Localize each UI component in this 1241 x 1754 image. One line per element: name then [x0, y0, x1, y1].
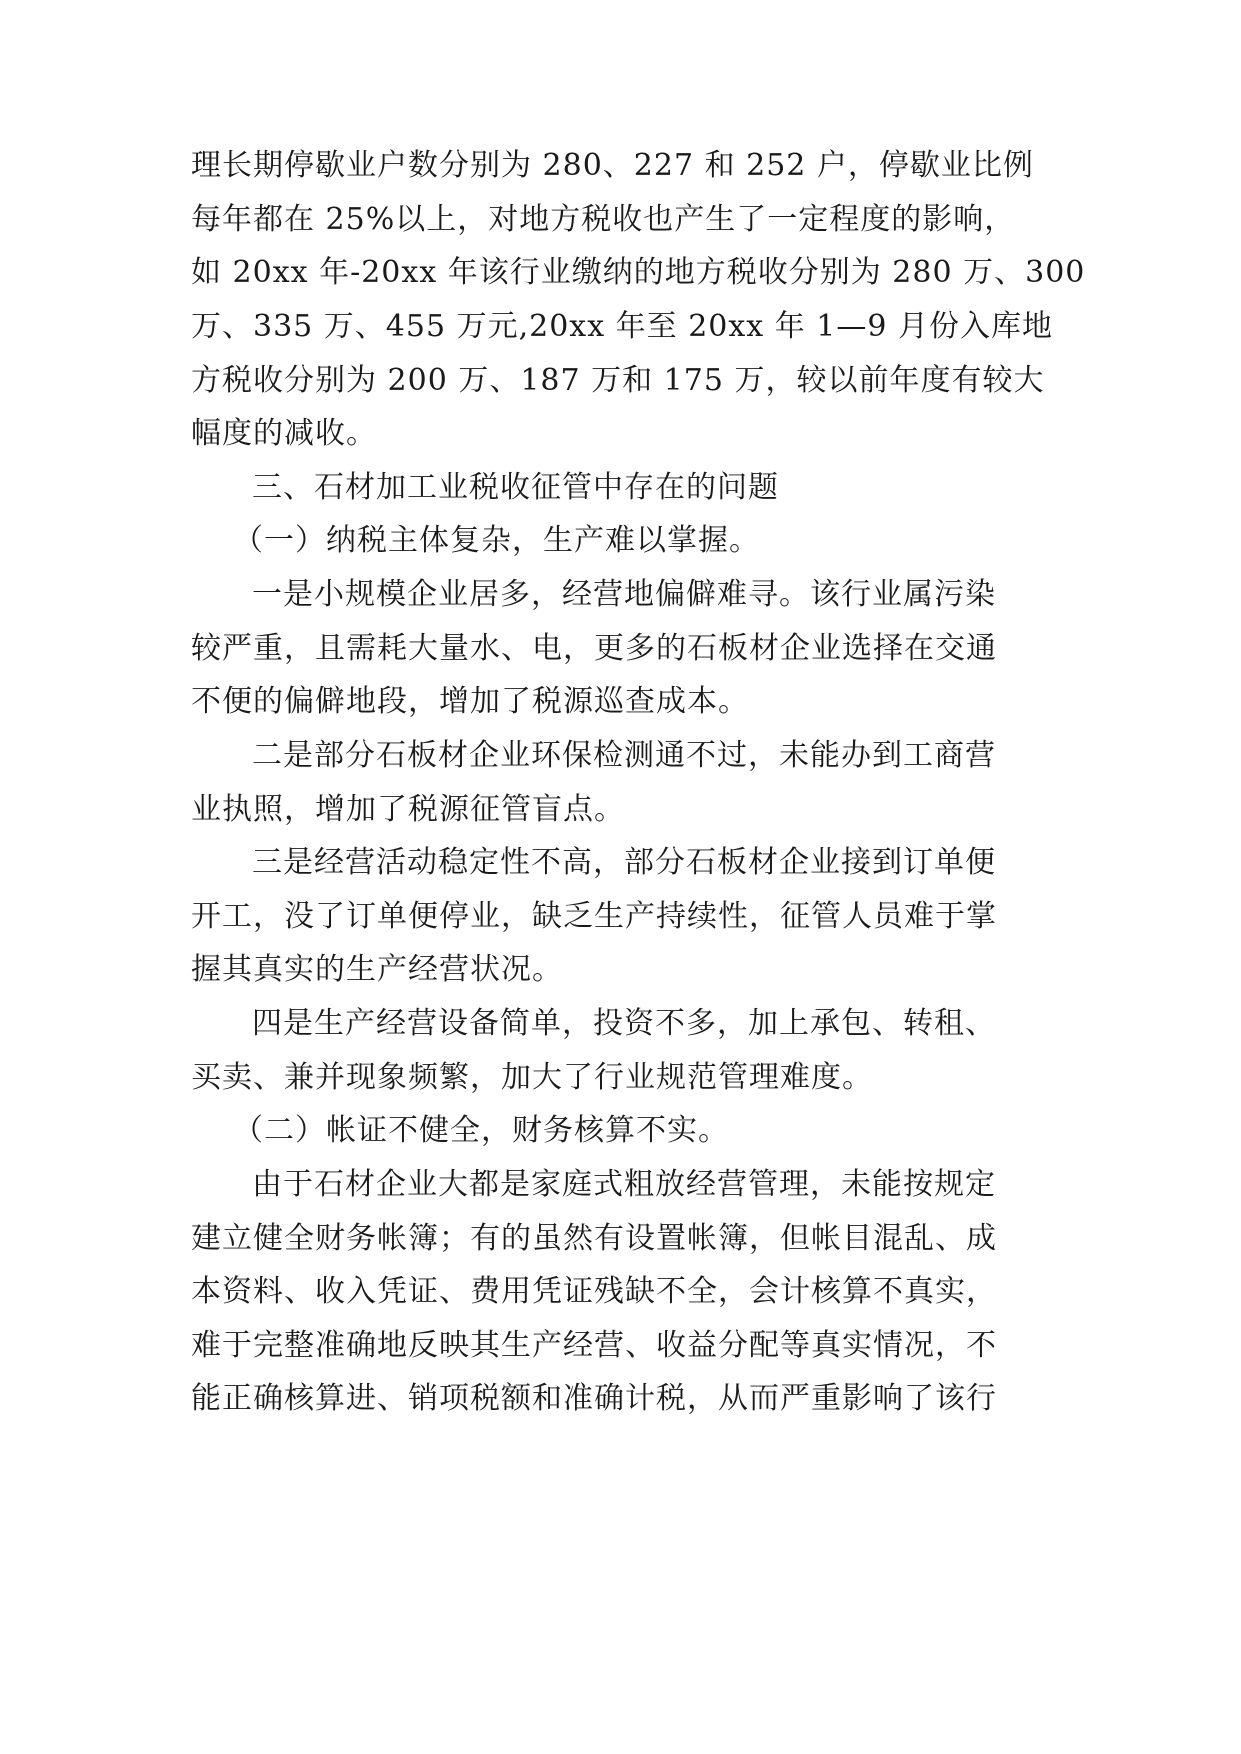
- body-text-line: 难于完整准确地反映其生产经营、收益分配等真实情况，不: [191, 1328, 997, 1363]
- paragraph-first-line: 三是经营活动稳定性不高，部分石板材企业接到订单便: [252, 845, 996, 880]
- body-text-line: 不便的偏僻地段，增加了税源巡查成本。: [191, 684, 749, 719]
- paragraph-first-line: 一是小规模企业居多，经营地偏僻难寻。该行业属污染: [252, 577, 996, 612]
- subsection-heading: （二）帐证不健全，财务核算不实。: [233, 1113, 729, 1148]
- body-text-line: 每年都在 25%以上，对地方税收也产生了一定程度的影响，: [191, 202, 1016, 237]
- body-text-line: 本资料、收入凭证、费用凭证残缺不全，会计核算不真实，: [191, 1274, 997, 1309]
- body-text-line: 较严重，且需耗大量水、电，更多的石板材企业选择在交通: [191, 631, 997, 666]
- body-text-line: 万、335 万、455 万元,20xx 年至 20xx 年 1—9 月份入库地: [191, 309, 1054, 344]
- section-heading: 三、石材加工业税收征管中存在的问题: [252, 470, 779, 505]
- subsection-heading: （一）纳税主体复杂，生产难以掌握。: [233, 523, 760, 558]
- paragraph-first-line: 二是部分石板材企业环保检测通不过，未能办到工商营: [252, 738, 996, 773]
- paragraph-first-line: 四是生产经营设备简单，投资不多，加上承包、转租、: [252, 1006, 996, 1041]
- body-text-line: 理长期停歇业户数分别为 280、227 和 252 户，停歇业比例: [191, 148, 1034, 183]
- body-text-line: 能正确核算进、销项税额和准确计税，从而严重影响了该行: [191, 1381, 997, 1416]
- body-text-line: 如 20xx 年-20xx 年该行业缴纳的地方税收分别为 280 万、300: [191, 255, 1086, 290]
- body-text-line: 幅度的减收。: [191, 416, 377, 451]
- body-text-line: 握其真实的生产经营状况。: [191, 952, 563, 987]
- body-text-line: 开工，没了订单便停业，缺乏生产持续性，征管人员难于掌: [191, 899, 997, 934]
- body-text-line: 建立健全财务帐簿；有的虽然有设置帐簿，但帐目混乱、成: [191, 1221, 997, 1256]
- body-text-line: 业执照，增加了税源征管盲点。: [191, 792, 625, 827]
- body-text-line: 方税收分别为 200 万、187 万和 175 万，较以前年度有较大: [191, 363, 1045, 398]
- body-text-line: 买卖、兼并现象频繁，加大了行业规范管理难度。: [191, 1060, 873, 1095]
- paragraph-first-line: 由于石材企业大都是家庭式粗放经营管理，未能按规定: [252, 1167, 996, 1202]
